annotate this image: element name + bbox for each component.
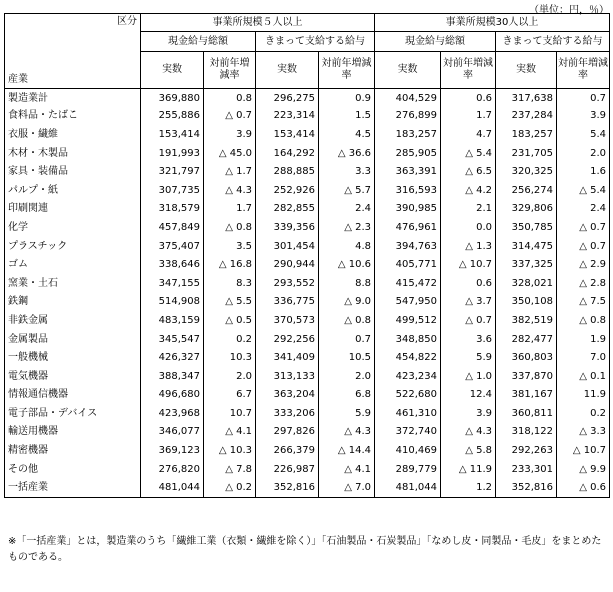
value-cell: △ 1.3 xyxy=(441,237,496,256)
value-cell: △ 10.3 xyxy=(204,442,256,461)
value-cell: 316,593 xyxy=(375,181,441,200)
value-cell: 293,552 xyxy=(256,274,319,293)
value-cell: 266,379 xyxy=(256,442,319,461)
table-row xyxy=(5,126,610,145)
value-cell: 164,292 xyxy=(256,144,319,163)
value-cell: △ 4.3 xyxy=(319,423,375,442)
value-cell: 282,477 xyxy=(496,330,557,349)
value-cell: 7.0 xyxy=(557,349,610,368)
table-row xyxy=(5,330,610,349)
table-row xyxy=(5,107,610,126)
value-cell: 457,849 xyxy=(141,219,204,238)
value-cell: 360,811 xyxy=(496,405,557,424)
value-cell: △ 5.4 xyxy=(557,181,610,200)
value-cell: 318,122 xyxy=(496,423,557,442)
header-actual: 実数 xyxy=(141,52,204,89)
value-cell: 12.4 xyxy=(441,386,496,405)
value-cell: 231,705 xyxy=(496,144,557,163)
value-cell: 390,985 xyxy=(375,200,441,219)
industry-name: 製造業計 xyxy=(5,89,141,108)
value-cell: 382,519 xyxy=(496,312,557,331)
value-cell: 3.5 xyxy=(204,237,256,256)
header-group-5: 事業所規模５人以上 xyxy=(141,14,375,32)
value-cell: 363,391 xyxy=(375,163,441,182)
value-cell: △ 9.0 xyxy=(319,293,375,312)
value-cell: 2.0 xyxy=(319,367,375,386)
value-cell: 4.8 xyxy=(319,237,375,256)
value-cell: 1.7 xyxy=(204,200,256,219)
value-cell: △ 0.6 xyxy=(557,479,610,498)
table-row xyxy=(5,405,610,424)
value-cell: 337,870 xyxy=(496,367,557,386)
value-cell: 297,826 xyxy=(256,423,319,442)
value-cell: △ 2.8 xyxy=(557,274,610,293)
value-cell: 345,547 xyxy=(141,330,204,349)
value-cell: 370,573 xyxy=(256,312,319,331)
table-row xyxy=(5,293,610,312)
value-cell: 363,204 xyxy=(256,386,319,405)
value-cell: 352,816 xyxy=(256,479,319,498)
industry-name: 鉄鋼 xyxy=(5,293,141,312)
header-yoy: 対前年増減率 xyxy=(441,52,496,89)
value-cell: 423,968 xyxy=(141,405,204,424)
value-cell: 153,414 xyxy=(256,126,319,145)
value-cell: 499,512 xyxy=(375,312,441,331)
value-cell: 0.9 xyxy=(319,89,375,108)
value-cell: △ 10.7 xyxy=(441,256,496,275)
value-cell: 5.9 xyxy=(441,349,496,368)
value-cell: △ 4.1 xyxy=(204,423,256,442)
value-cell: 153,414 xyxy=(141,126,204,145)
value-cell: 296,275 xyxy=(256,89,319,108)
value-cell: 4.5 xyxy=(319,126,375,145)
value-cell: 1.2 xyxy=(441,479,496,498)
value-cell: △ 0.8 xyxy=(557,312,610,331)
value-cell: 341,409 xyxy=(256,349,319,368)
value-cell: 289,779 xyxy=(375,460,441,479)
value-cell: 237,284 xyxy=(496,107,557,126)
value-cell: 0.0 xyxy=(441,219,496,238)
wage-table xyxy=(4,13,610,498)
industry-name: 食料品・たばこ xyxy=(5,107,141,126)
value-cell: 0.6 xyxy=(441,89,496,108)
value-cell: 2.0 xyxy=(557,144,610,163)
industry-name: 金属製品 xyxy=(5,330,141,349)
table-row xyxy=(5,479,610,498)
table-row xyxy=(5,312,610,331)
value-cell: 476,961 xyxy=(375,219,441,238)
header-actual: 実数 xyxy=(496,52,557,89)
value-cell: 1.5 xyxy=(319,107,375,126)
value-cell: 381,167 xyxy=(496,386,557,405)
value-cell: 8.8 xyxy=(319,274,375,293)
value-cell: 360,803 xyxy=(496,349,557,368)
value-cell: △ 0.7 xyxy=(204,107,256,126)
value-cell: △ 0.8 xyxy=(204,219,256,238)
value-cell: 301,454 xyxy=(256,237,319,256)
value-cell: 375,407 xyxy=(141,237,204,256)
value-cell: 405,771 xyxy=(375,256,441,275)
value-cell: 350,785 xyxy=(496,219,557,238)
table-row xyxy=(5,163,610,182)
value-cell: 3.9 xyxy=(441,405,496,424)
value-cell: △ 7.0 xyxy=(319,479,375,498)
header-actual: 実数 xyxy=(256,52,319,89)
industry-name: 電子部品・デバイス xyxy=(5,405,141,424)
industry-name: パルプ・紙 xyxy=(5,181,141,200)
header-sangyo: 産業 xyxy=(5,32,141,89)
value-cell: 2.4 xyxy=(319,200,375,219)
unit-label: （単位：円，％） xyxy=(529,5,609,16)
value-cell: △ 10.7 xyxy=(557,442,610,461)
value-cell: 328,021 xyxy=(496,274,557,293)
value-cell: 256,274 xyxy=(496,181,557,200)
value-cell: 255,886 xyxy=(141,107,204,126)
table-row xyxy=(5,256,610,275)
value-cell: 346,077 xyxy=(141,423,204,442)
value-cell: 0.2 xyxy=(557,405,610,424)
value-cell: 348,850 xyxy=(375,330,441,349)
value-cell: 8.3 xyxy=(204,274,256,293)
table-row xyxy=(5,219,610,238)
value-cell: 313,133 xyxy=(256,367,319,386)
value-cell: 336,775 xyxy=(256,293,319,312)
value-cell: 0.2 xyxy=(204,330,256,349)
industry-name: 化学 xyxy=(5,219,141,238)
value-cell: △ 7.5 xyxy=(557,293,610,312)
value-cell: 11.9 xyxy=(557,386,610,405)
header-actual: 実数 xyxy=(375,52,441,89)
value-cell: 454,822 xyxy=(375,349,441,368)
table-row xyxy=(5,460,610,479)
value-cell: 329,806 xyxy=(496,200,557,219)
value-cell: △ 5.8 xyxy=(441,442,496,461)
header-cash-total-5: 現金給与総額 xyxy=(141,32,256,52)
value-cell: 191,993 xyxy=(141,144,204,163)
value-cell: 290,944 xyxy=(256,256,319,275)
value-cell: 318,579 xyxy=(141,200,204,219)
table-row xyxy=(5,274,610,293)
value-cell: 404,529 xyxy=(375,89,441,108)
value-cell: 276,820 xyxy=(141,460,204,479)
industry-name: 輸送用機器 xyxy=(5,423,141,442)
value-cell: 350,108 xyxy=(496,293,557,312)
value-cell: 369,880 xyxy=(141,89,204,108)
value-cell: △ 6.5 xyxy=(441,163,496,182)
value-cell: 514,908 xyxy=(141,293,204,312)
table-row xyxy=(5,367,610,386)
value-cell: △ 9.9 xyxy=(557,460,610,479)
value-cell: 3.9 xyxy=(557,107,610,126)
value-cell: 337,325 xyxy=(496,256,557,275)
value-cell: △ 36.6 xyxy=(319,144,375,163)
value-cell: △ 1.7 xyxy=(204,163,256,182)
value-cell: 0.8 xyxy=(204,89,256,108)
value-cell: 338,646 xyxy=(141,256,204,275)
value-cell: 410,469 xyxy=(375,442,441,461)
value-cell: 3.9 xyxy=(204,126,256,145)
value-cell: 547,950 xyxy=(375,293,441,312)
industry-name: プラスチック xyxy=(5,237,141,256)
value-cell: 352,816 xyxy=(496,479,557,498)
footnote: ※「一括産業」とは，製造業のうち「繊維工業（衣類・繊維を除く）」「石油製品・石炭製品」「なめし皮・同製品・毛皮」をまとめたものである。 xyxy=(8,536,602,563)
value-cell: 1.9 xyxy=(557,330,610,349)
value-cell: 4.7 xyxy=(441,126,496,145)
value-cell: △ 5.7 xyxy=(319,181,375,200)
value-cell: 307,735 xyxy=(141,181,204,200)
table-row xyxy=(5,144,610,163)
value-cell: △ 3.3 xyxy=(557,423,610,442)
industry-name: 木材・木製品 xyxy=(5,144,141,163)
table-row xyxy=(5,89,610,108)
header-group-30: 事業所規模30人以上 xyxy=(375,14,610,32)
industry-name: 衣服・繊維 xyxy=(5,126,141,145)
table-row xyxy=(5,423,610,442)
value-cell: 233,301 xyxy=(496,460,557,479)
value-cell: △ 7.8 xyxy=(204,460,256,479)
value-cell: 0.7 xyxy=(557,89,610,108)
industry-name: 窯業・土石 xyxy=(5,274,141,293)
industry-name: 非鉄金属 xyxy=(5,312,141,331)
header-regular-pay-30: きまって支給する給与 xyxy=(496,32,610,52)
industry-name: 一般機械 xyxy=(5,349,141,368)
value-cell: 6.7 xyxy=(204,386,256,405)
value-cell: 2.1 xyxy=(441,200,496,219)
value-cell: 183,257 xyxy=(375,126,441,145)
value-cell: △ 45.0 xyxy=(204,144,256,163)
header-cash-total-30: 現金給与総額 xyxy=(375,32,496,52)
value-cell: △ 1.0 xyxy=(441,367,496,386)
value-cell: 461,310 xyxy=(375,405,441,424)
value-cell: △ 0.2 xyxy=(204,479,256,498)
value-cell: △ 3.7 xyxy=(441,293,496,312)
header-yoy: 対前年増減率 xyxy=(204,52,256,89)
value-cell: 3.6 xyxy=(441,330,496,349)
value-cell: △ 16.8 xyxy=(204,256,256,275)
value-cell: 426,327 xyxy=(141,349,204,368)
header-regular-pay-5: きまって支給する給与 xyxy=(256,32,375,52)
value-cell: 1.7 xyxy=(441,107,496,126)
header-kubun: 区分 xyxy=(5,14,141,32)
industry-name: 電気機器 xyxy=(5,367,141,386)
value-cell: △ 0.7 xyxy=(557,237,610,256)
value-cell: 5.9 xyxy=(319,405,375,424)
value-cell: 394,763 xyxy=(375,237,441,256)
industry-name: ゴム xyxy=(5,256,141,275)
table-row xyxy=(5,200,610,219)
value-cell: 226,987 xyxy=(256,460,319,479)
value-cell: 285,905 xyxy=(375,144,441,163)
value-cell: 2.0 xyxy=(204,367,256,386)
value-cell: 5.4 xyxy=(557,126,610,145)
value-cell: 288,885 xyxy=(256,163,319,182)
value-cell: △ 4.1 xyxy=(319,460,375,479)
value-cell: 183,257 xyxy=(496,126,557,145)
value-cell: △ 0.7 xyxy=(557,219,610,238)
industry-name: 精密機器 xyxy=(5,442,141,461)
value-cell: △ 5.5 xyxy=(204,293,256,312)
table-row xyxy=(5,442,610,461)
value-cell: △ 0.8 xyxy=(319,312,375,331)
value-cell: 522,680 xyxy=(375,386,441,405)
value-cell: 483,159 xyxy=(141,312,204,331)
value-cell: △ 4.2 xyxy=(441,181,496,200)
value-cell: △ 2.3 xyxy=(319,219,375,238)
value-cell: 223,314 xyxy=(256,107,319,126)
value-cell: 2.4 xyxy=(557,200,610,219)
value-cell: 321,797 xyxy=(141,163,204,182)
value-cell: 1.6 xyxy=(557,163,610,182)
value-cell: △ 0.7 xyxy=(441,312,496,331)
industry-name: 情報通信機器 xyxy=(5,386,141,405)
value-cell: △ 4.3 xyxy=(441,423,496,442)
value-cell: 10.5 xyxy=(319,349,375,368)
value-cell: 481,044 xyxy=(141,479,204,498)
value-cell: 415,472 xyxy=(375,274,441,293)
table-row xyxy=(5,386,610,405)
value-cell: 10.3 xyxy=(204,349,256,368)
table-row xyxy=(5,237,610,256)
value-cell: 0.7 xyxy=(319,330,375,349)
value-cell: 481,044 xyxy=(375,479,441,498)
value-cell: 10.7 xyxy=(204,405,256,424)
value-cell: 282,855 xyxy=(256,200,319,219)
value-cell: 3.3 xyxy=(319,163,375,182)
value-cell: △ 4.3 xyxy=(204,181,256,200)
value-cell: 314,475 xyxy=(496,237,557,256)
industry-name: 一括産業 xyxy=(5,479,141,498)
value-cell: △ 2.9 xyxy=(557,256,610,275)
value-cell: 292,256 xyxy=(256,330,319,349)
industry-name: その他 xyxy=(5,460,141,479)
table-row xyxy=(5,181,610,200)
value-cell: 276,899 xyxy=(375,107,441,126)
header-yoy: 対前年増減率 xyxy=(557,52,610,89)
industry-name: 印刷関連 xyxy=(5,200,141,219)
value-cell: △ 5.4 xyxy=(441,144,496,163)
value-cell: 317,638 xyxy=(496,89,557,108)
value-cell: △ 14.4 xyxy=(319,442,375,461)
value-cell: 369,123 xyxy=(141,442,204,461)
table-body xyxy=(5,89,610,498)
value-cell: 339,356 xyxy=(256,219,319,238)
value-cell: △ 11.9 xyxy=(441,460,496,479)
value-cell: 423,234 xyxy=(375,367,441,386)
value-cell: 0.6 xyxy=(441,274,496,293)
value-cell: △ 0.5 xyxy=(204,312,256,331)
value-cell: 6.8 xyxy=(319,386,375,405)
value-cell: 388,347 xyxy=(141,367,204,386)
value-cell: 333,206 xyxy=(256,405,319,424)
value-cell: 347,155 xyxy=(141,274,204,293)
table-row xyxy=(5,349,610,368)
value-cell: 496,680 xyxy=(141,386,204,405)
industry-name: 家具・装備品 xyxy=(5,163,141,182)
value-cell: 252,926 xyxy=(256,181,319,200)
value-cell: 320,325 xyxy=(496,163,557,182)
value-cell: 372,740 xyxy=(375,423,441,442)
value-cell: △ 10.6 xyxy=(319,256,375,275)
value-cell: △ 0.1 xyxy=(557,367,610,386)
value-cell: 292,263 xyxy=(496,442,557,461)
header-yoy: 対前年増減率 xyxy=(319,52,375,89)
